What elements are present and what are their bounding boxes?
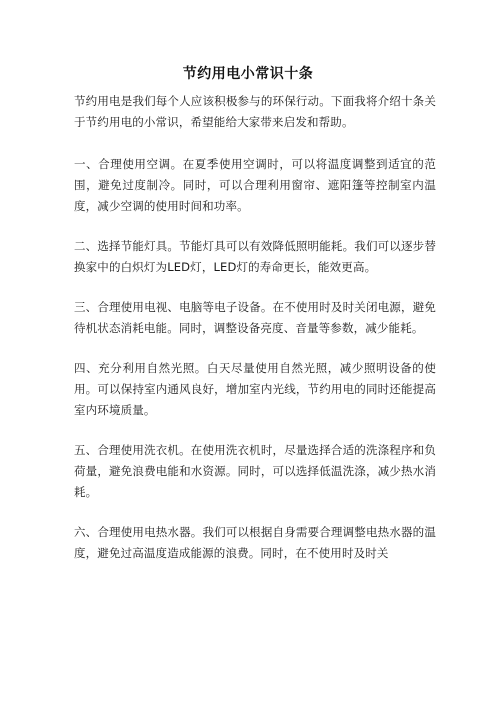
tip-paragraph-2: 二、选择节能灯具。节能灯具可以有效降低照明能耗。我们可以逐步替换家中的白炽灯为LED灯，LED灯的寿命更长，能效更高。 — [74, 239, 436, 274]
intro-paragraph: 节约用电是我们每个人应该积极参与的环保行动。下面我将介绍十条关于节约用电的小常识，希望能给大家带来启发和帮助。 — [74, 94, 436, 129]
document-title: 节约用电小常识十条 — [182, 66, 314, 82]
tip-paragraph-5: 五、合理使用洗衣机。在使用洗衣机时，尽量选择合适的洗涤程序和负荷量，避免浪费电能和水资源。同时，可以选择低温洗涤，减少热水消耗。 — [74, 443, 436, 499]
tip-paragraph-1: 一、合理使用空调。在夏季使用空调时，可以将温度调整到适宜的范围，避免过度制冷。同时，可以合理利用窗帘、遮阳篷等控制室内温度，减少空调的使用时间和功率。 — [74, 157, 436, 213]
tip-paragraph-3: 三、合理使用电视、电脑等电子设备。在不使用时及时关闭电源，避免待机状态消耗电能。同时，调整设备亮度、音量等参数，减少能耗。 — [74, 300, 436, 335]
tip-paragraph-6: 六、合理使用电热水器。我们可以根据自身需要合理调整电热水器的温度，避免过高温度造成能源的浪费。同时，在不使用时及时关 — [74, 525, 436, 560]
tip-paragraph-4: 四、充分利用自然光照。白天尽量使用自然光照，减少照明设备的使用。可以保持室内通风良好，增加室内光线，节约用电的同时还能提高室内环境质量。 — [74, 361, 436, 417]
document-body — [74, 91, 436, 583]
